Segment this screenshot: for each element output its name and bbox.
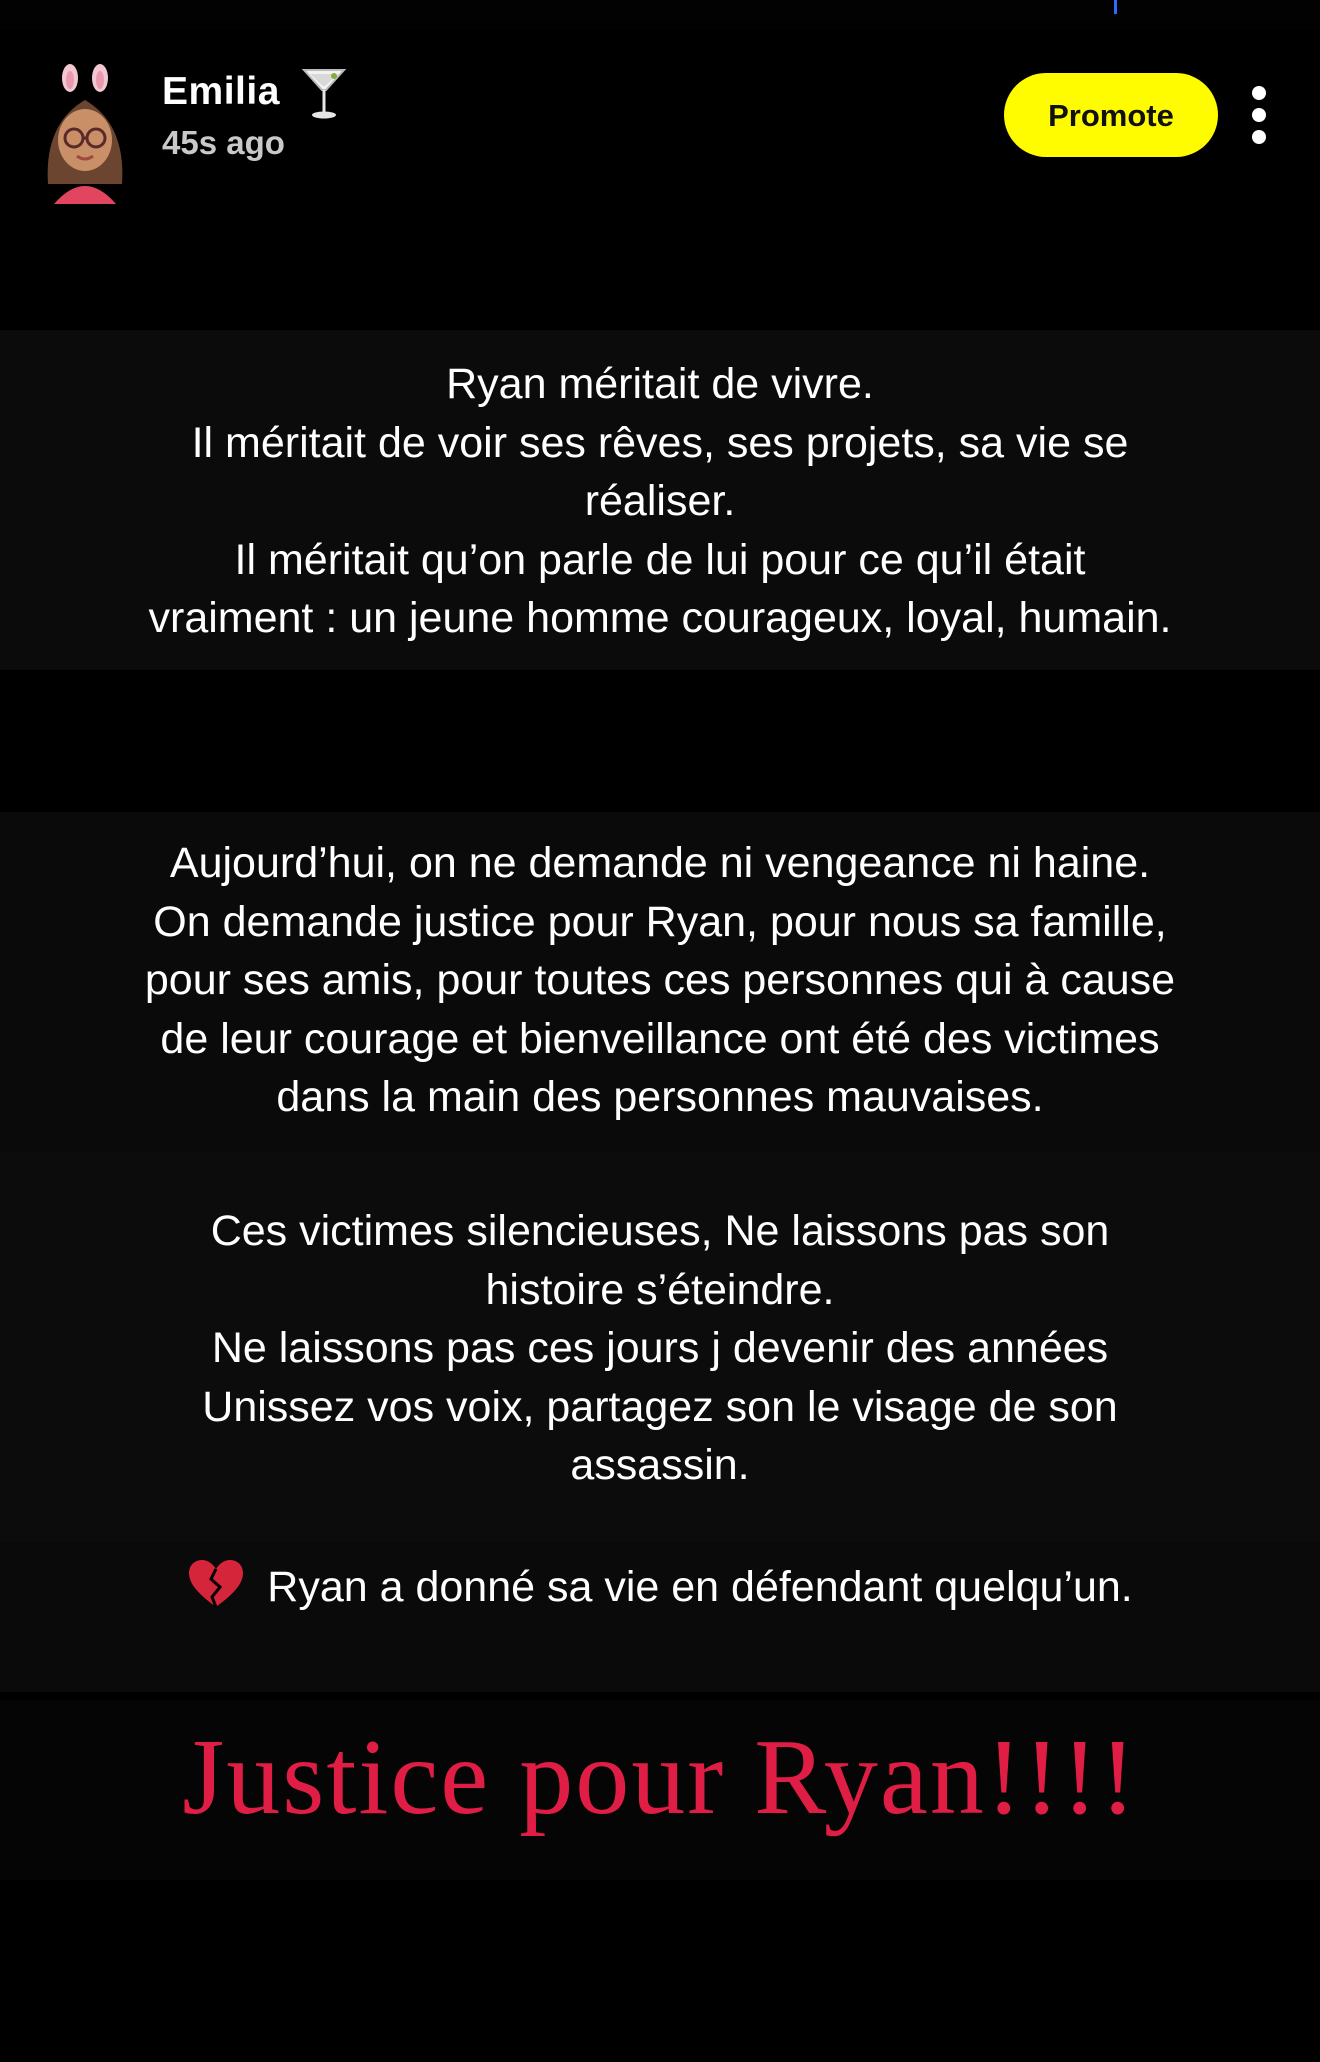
caption-block-2 [30, 834, 1290, 1127]
menu-dot [1252, 130, 1266, 144]
headline: Justice pour Ryan!!!! [182, 1718, 1138, 1837]
top-band [0, 0, 1320, 30]
caption-line: On demande justice pour Ryan, pour nous sa famille, [153, 897, 1167, 946]
caption-closing-line [30, 1558, 1290, 1617]
story-header [0, 30, 1320, 200]
caption-closing [30, 1558, 1290, 1617]
story-progress-indicator [1114, 0, 1117, 14]
caption-line: pour ses amis, pour toutes ces personnes qui à cause [144, 956, 1176, 1004]
caption-line: Il méritait qu’on parle de lui pour ce qu’il était [234, 535, 1086, 584]
broken-heart-icon [187, 1559, 245, 1609]
caption-line: Aujourd’hui, on ne demande ni vengeance ni haine. [169, 839, 1151, 887]
menu-dot [1252, 108, 1266, 122]
caption-block-1 [30, 355, 1290, 648]
promote-button[interactable]: Promote [1004, 73, 1218, 157]
cocktail-glass-icon [300, 66, 348, 122]
caption-line: dans la main des personnes mauvaises. [276, 1073, 1044, 1121]
vertical-ellipsis-icon[interactable] [1244, 86, 1274, 150]
caption-line: réaliser. [584, 477, 736, 525]
caption-line: vraiment : un jeune homme courageux, loyal, humain. [148, 594, 1172, 642]
caption-block-3 [30, 1202, 1290, 1495]
caption-line: Unissez vos voix, partagez son le visage de son [202, 1382, 1118, 1431]
caption-line: Ryan méritait de vivre. [446, 360, 874, 408]
caption-line: histoire s’éteindre. [485, 1265, 835, 1314]
closing-text: Ryan a donné sa vie en défendant quelqu’un. [267, 1563, 1133, 1611]
menu-dot [1252, 86, 1266, 100]
caption-line: Ne laissons pas ces jours j devenir des années [211, 1324, 1109, 1372]
caption-line: Ces victimes silencieuses, Ne laissons pas son [210, 1207, 1110, 1255]
caption-line: assassin. [570, 1441, 750, 1489]
caption-line: Il méritait de voir ses rêves, ses projets, sa vie se [191, 418, 1129, 467]
user-name[interactable]: Emilia [162, 70, 280, 113]
bitmoji-avatar-icon [40, 64, 130, 204]
avatar[interactable] [40, 64, 130, 204]
caption-line: de leur courage et bienveillance ont été des victimes [160, 1014, 1160, 1063]
post-timestamp: 45s ago [162, 124, 285, 161]
